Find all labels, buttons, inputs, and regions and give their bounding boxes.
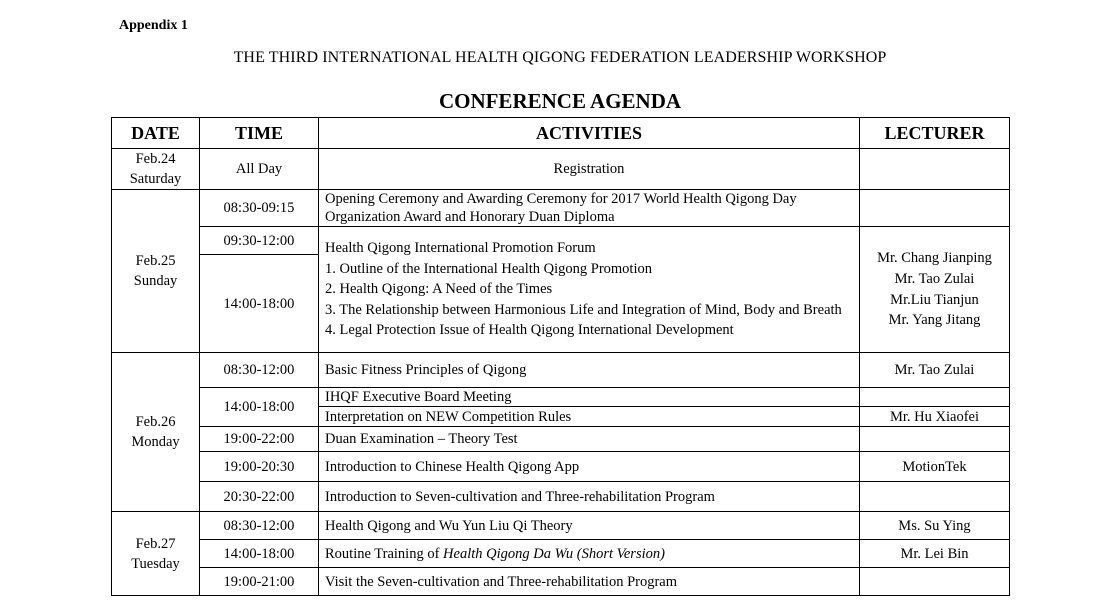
activity-line: 1. Outline of the International Health Qigong Promotion [325,260,652,277]
lecturer-cell [860,568,1010,596]
lecturer-cell: Mr. Lei Bin [860,540,1010,568]
activity-line: Health Qigong International Promotion Forum [325,240,596,257]
lecturer-cell: MotionTek [860,452,1010,482]
activity-cell: Opening Ceremony and Awarding Ceremony for 2017 World Health Qigong Day Organization Award and Honorary Duan Diploma [319,190,860,227]
lecturer-cell [860,482,1010,512]
time-cell: 08:30-12:00 [200,512,319,540]
table-row [112,452,1010,482]
date: Feb.24 [135,151,176,167]
workshop-title: THE THIRD INTERNATIONAL HEALTH QIGONG FEDERATION LEADERSHIP WORKSHOP [233,49,887,66]
table-row [112,512,1010,540]
activity-cell: Introduction to Seven-cultivation and Three-rehabilitation Program [319,482,860,512]
time-cell: 08:30-09:15 [200,190,319,227]
activity-cell: IHQF Executive Board Meeting [319,388,860,407]
date: Feb.25 [135,253,176,269]
weekday: Sunday [133,273,178,289]
lecturer-cell [860,190,1010,227]
lecturer-name: Mr.Liu Tianjun [890,291,979,308]
time-cell: 09:30-12:00 [200,227,319,255]
date-cell [112,190,200,353]
date-cell [112,353,200,512]
table-row [112,482,1010,512]
table-row [112,540,1010,568]
time-cell: All Day [200,149,319,190]
activity-cell: Basic Fitness Principles of Qigong [319,353,860,388]
time-cell: 19:00-22:00 [200,427,319,452]
lecturer-name: Mr. Yang Jitang [888,312,981,329]
weekday: Saturday [129,171,182,187]
agenda-title: CONFERENCE AGENDA [438,89,682,113]
lecturer-cell: Mr. Hu Xiaofei [860,407,1010,427]
date-cell [112,149,200,190]
lecturer-cell [860,427,1010,452]
time-cell: 08:30-12:00 [200,353,319,388]
date: Feb.26 [135,414,176,430]
time-cell: 14:00-18:00 [200,255,319,353]
table-row [112,427,1010,452]
lecturer-cell: Mr. Tao Zulai [860,353,1010,388]
appendix-label: Appendix 1 [119,18,188,33]
activity-cell: Visit the Seven-cultivation and Three-rehabilitation Program [319,568,860,596]
weekday: Tuesday [131,555,180,572]
header-date: DATE [112,118,200,149]
table-row [112,568,1010,596]
lecturer-cell [860,149,1010,190]
activity-cell [319,227,860,353]
activity-cell [319,540,860,568]
time-cell: 14:00-18:00 [200,540,319,568]
activity-line: 4. Legal Protection Issue of Health Qigong International Development [325,322,734,339]
activity-line: 3. The Relationship between Harmonious Life and Integration of Mind, Body and Breath [325,301,842,318]
header-row [112,118,1010,149]
activity-italic: Health Qigong Da Wu (Short Version) [443,545,665,562]
time-cell: 19:00-20:30 [200,452,319,482]
weekday: Monday [131,434,180,450]
time-cell: 19:00-21:00 [200,568,319,596]
lecturer-name: Mr. Chang Jianping [877,250,992,267]
activity-cell: Health Qigong and Wu Yun Liu Qi Theory [319,512,860,540]
table-row [112,353,1010,388]
header-lecturer: LECTURER [860,118,1010,149]
lecturer-name: Mr. Tao Zulai [894,270,975,287]
activity-cell: Duan Examination – Theory Test [319,427,860,452]
activity-cell: Registration [319,149,860,190]
table-row [112,388,1010,407]
activity-cell: Interpretation on NEW Competition Rules [319,407,860,427]
lecturer-cell [860,227,1010,353]
activity-line: 2. Health Qigong: A Need of the Times [325,281,553,298]
header-activities: ACTIVITIES [319,118,860,149]
time-cell: 14:00-18:00 [200,388,319,427]
date-cell [112,512,200,596]
activity-prefix: Routine Training of [325,545,444,562]
table-row [112,149,1010,190]
header-time: TIME [200,118,319,149]
lecturer-cell [860,388,1010,407]
table-row [112,190,1010,227]
date: Feb.27 [135,535,176,552]
table-row [112,227,1010,255]
lecturer-cell: Ms. Su Ying [860,512,1010,540]
time-cell: 20:30-22:00 [200,482,319,512]
activity-cell: Introduction to Chinese Health Qigong App [319,452,860,482]
agenda-table [111,117,1010,596]
